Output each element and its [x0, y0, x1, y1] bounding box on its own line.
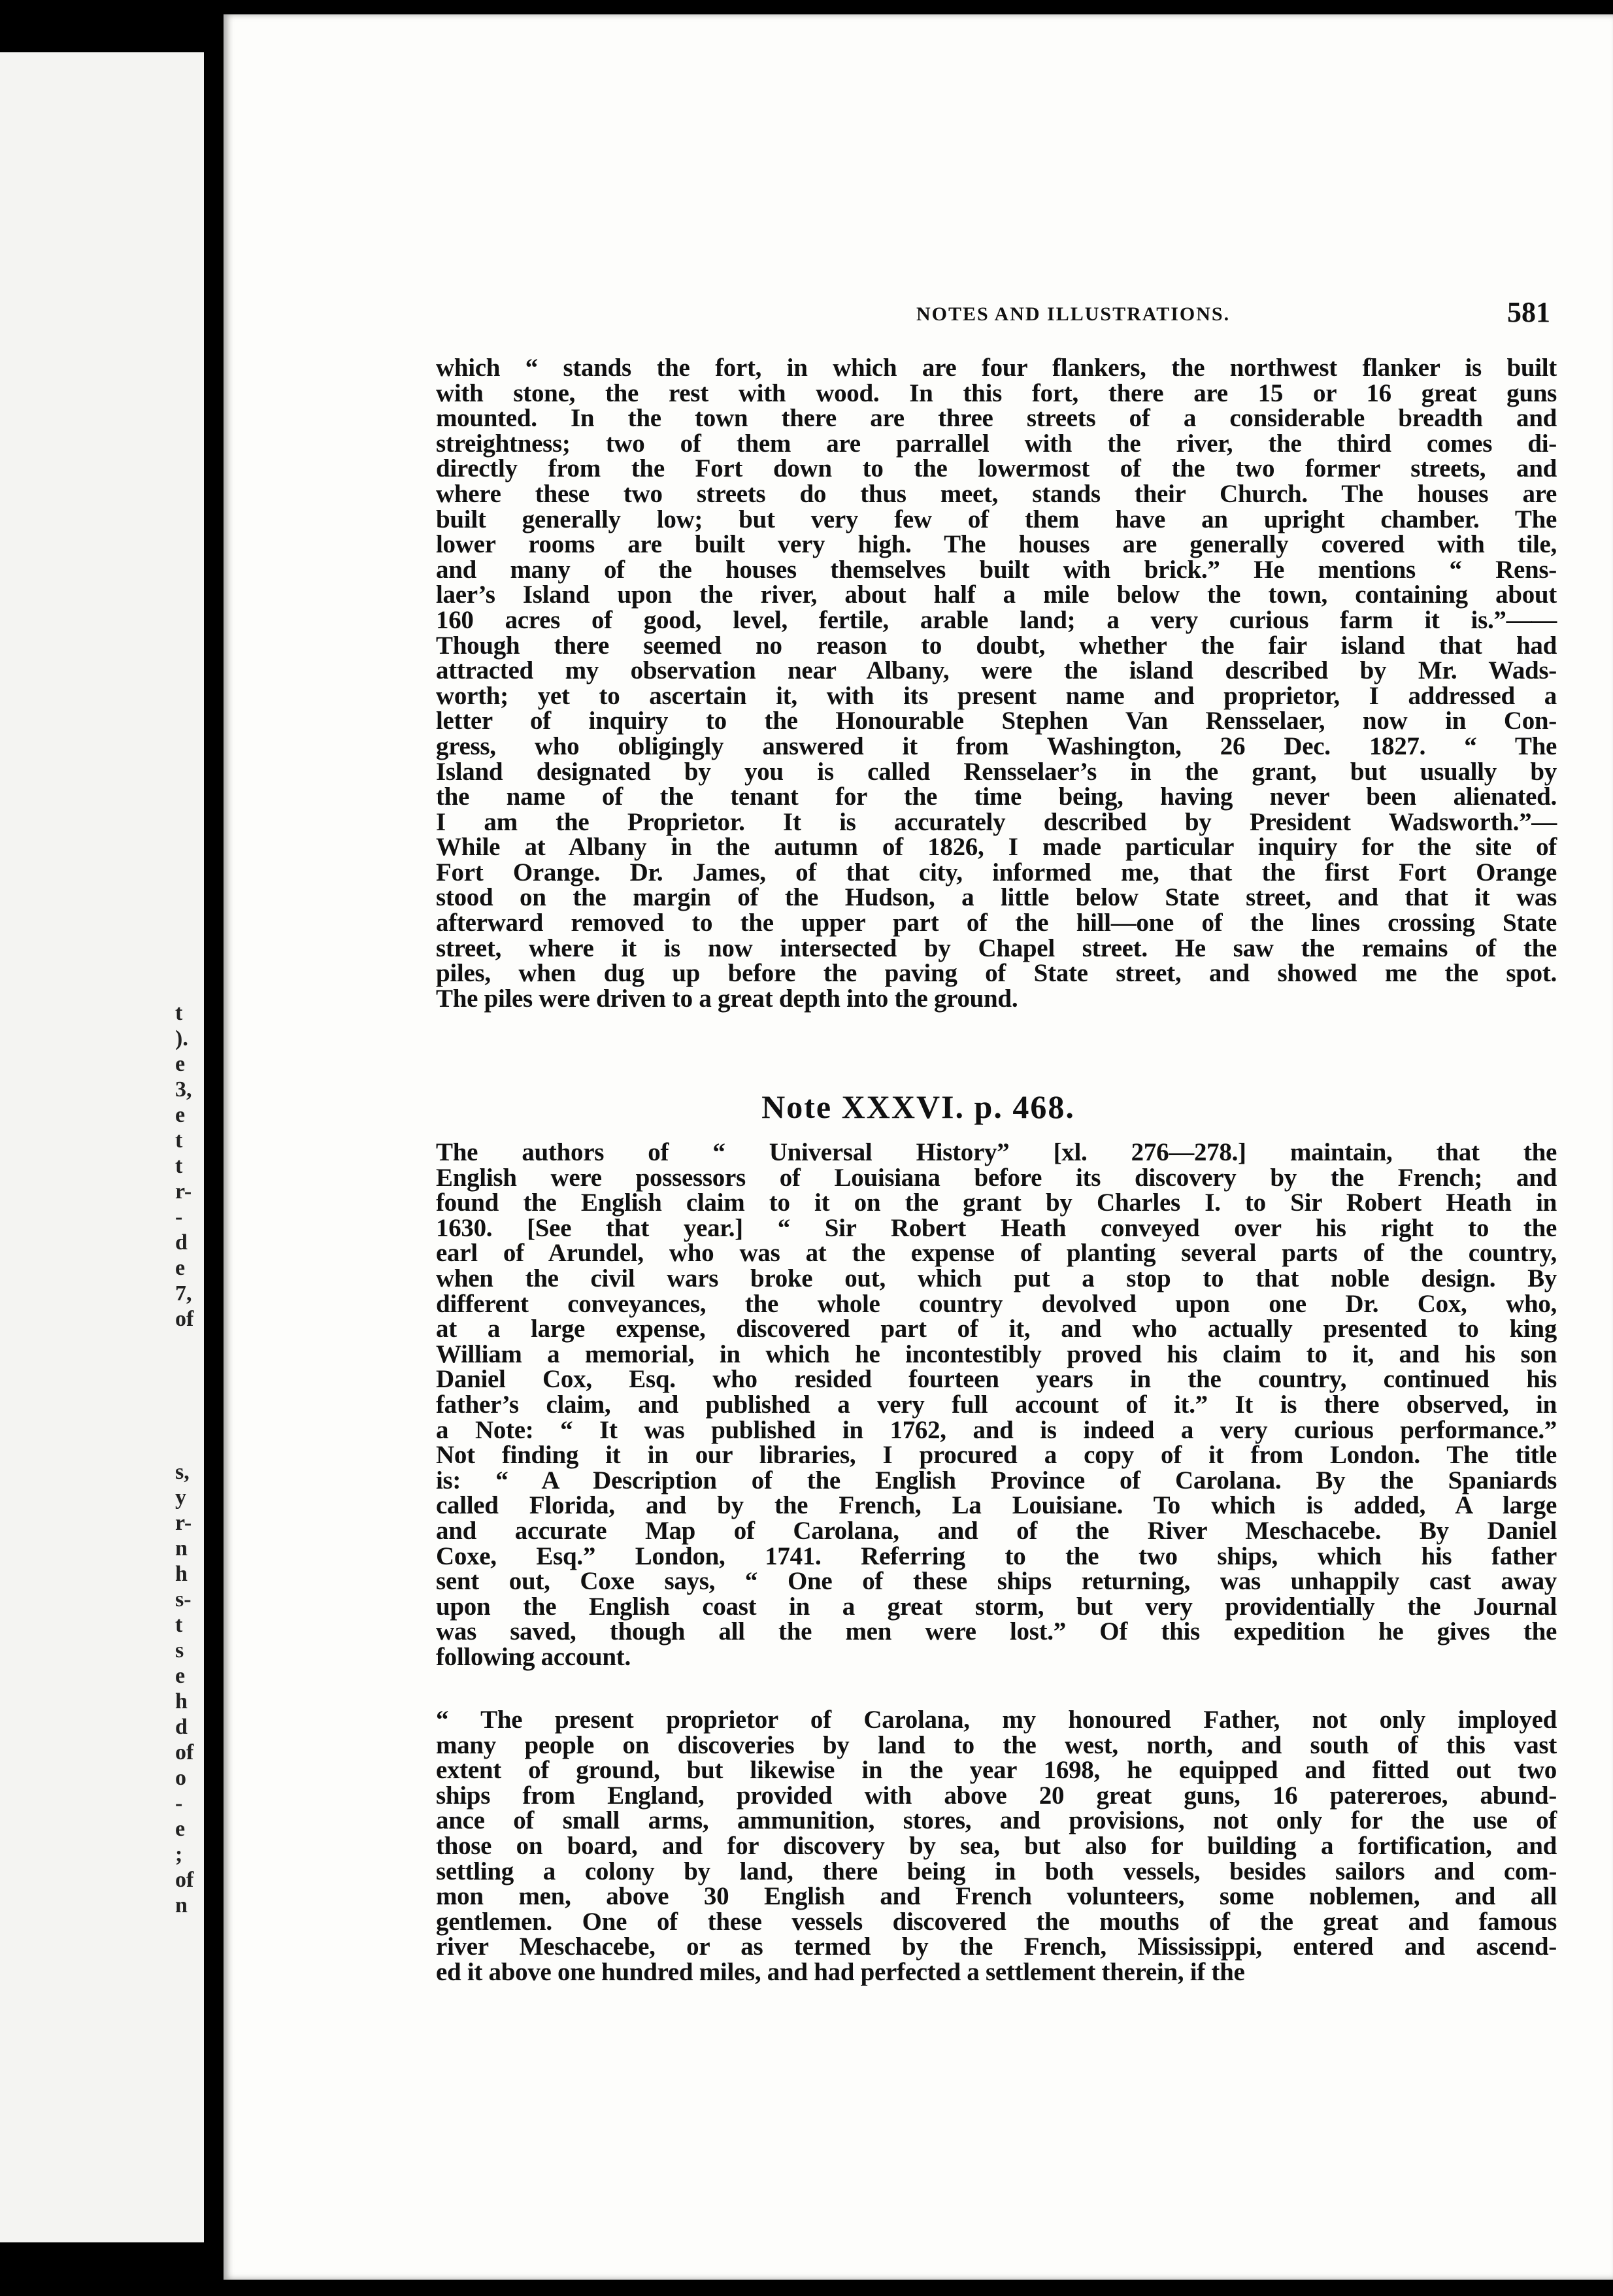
left-edge-fragment: s [175, 1638, 184, 1663]
text-line: was saved, though all the men were lost.” Of this expedition he gives the [436, 1617, 1557, 1646]
page-header [694, 295, 1550, 335]
text-line: mon men, above 30 English and French volunteers, some noblemen, and all [436, 1882, 1557, 1911]
left-edge-fragment: d [175, 1715, 188, 1739]
text-line: English were possessors of Louisiana before its discovery by the French; and [436, 1163, 1557, 1192]
text-line: “ The present proprietor of Carolana, my honoured Father, not only imployed [436, 1706, 1557, 1734]
text-line: different conveyances, the whole country devolved upon one Dr. Cox, who, [436, 1289, 1557, 1318]
text-line: attracted my observation near Albany, were the island described by Mr. Wads- [436, 656, 1557, 685]
text-line: While at Albany in the autumn of 1826, I made particular inquiry for the site of [436, 833, 1557, 862]
text-line: called Florida, and by the French, La Louisiane. To which is added, A large [436, 1491, 1557, 1520]
left-edge-fragment: n [175, 1536, 188, 1561]
paragraph [436, 1140, 1557, 1670]
text-line: Daniel Cox, Esq. who resided fourteen years in the country, continued his [436, 1365, 1557, 1394]
text-line: those on board, and for discovery by sea, but also for building a fortification, and [436, 1831, 1557, 1860]
text-line: found the English claim to it on the grant by Charles I. to Sir Robert Heath in [436, 1189, 1557, 1217]
text-line: when the civil wars broke out, which put a stop to that noble design. By [436, 1264, 1557, 1292]
text-line: streightness; two of them are parrallel with the river, the third comes di- [436, 429, 1557, 458]
text-line: following account. [436, 1642, 631, 1671]
text-line: Fort Orange. Dr. James, of that city, informed me, that the first Fort Orange [436, 858, 1557, 886]
text-line: mounted. In the town there are three streets of a considerable breadth and [436, 404, 1557, 433]
text-line: Not finding it in our libraries, I procured a copy of it from London. The title [436, 1441, 1557, 1470]
text-line: which “ stands the fort, in which are four flankers, the northwest flanker is built [436, 354, 1557, 382]
text-line: ed it above one hundred miles, and had perfected a settlement therein, if the [436, 1957, 1245, 1986]
right-page [224, 14, 1613, 2280]
left-edge-fragment: t [175, 1613, 183, 1637]
left-edge-fragment: e [175, 1052, 186, 1076]
left-edge-fragment: 3, [175, 1077, 192, 1102]
left-edge-fragment: of [175, 1307, 194, 1331]
left-edge-fragment: r- [175, 1511, 192, 1535]
paragraph [436, 356, 1557, 1011]
left-edge-fragment: e [175, 1103, 186, 1127]
text-line: river Meschacebe, or as termed by the French, Mississippi, entered and ascend- [436, 1933, 1557, 1961]
text-line: lower rooms are built very high. The houses are generally covered with tile, [436, 530, 1557, 559]
left-edge-fragment: n [175, 1893, 188, 1917]
text-line: letter of inquiry to the Honourable Stephen Van Rensselaer, now in Con- [436, 707, 1557, 735]
text-line: father’s claim, and published a very full account of it.” It is there observed, in [436, 1390, 1557, 1419]
text-line: afterward removed to the upper part of the hill—one of the lines crossing State [436, 909, 1557, 937]
left-edge-fragment: - [175, 1791, 183, 1815]
paragraph [436, 1708, 1557, 1985]
left-edge-fragment [175, 1383, 201, 1408]
left-page-fragment [0, 52, 204, 2242]
quoted-account-text [436, 1708, 1557, 1985]
text-line: with stone, the rest with wood. In this fort, there are 15 or 16 great guns [436, 379, 1557, 407]
left-edge-fragment: ; [175, 1842, 183, 1866]
text-line: The piles were driven to a great depth into the ground. [436, 984, 1018, 1013]
running-head: NOTES AND ILLUSTRATIONS. [916, 303, 1231, 325]
left-edge-fragment: s- [175, 1587, 191, 1612]
left-edge-fragment [175, 1434, 201, 1459]
left-edge-fragment: h [175, 1562, 188, 1586]
left-edge-fragment: o [175, 1766, 186, 1790]
text-line: many people on discoveries by land to the west, north, and south of this vast [436, 1730, 1557, 1759]
note-heading: Note XXXVI. p. 468. [761, 1089, 1075, 1125]
page-number: 581 [1507, 296, 1550, 328]
text-line: is: “ A Description of the English Province of Carolana. By the Spaniards [436, 1466, 1557, 1494]
text-line: ships from England, provided with above 20 great guns, 16 patereroes, abund- [436, 1781, 1557, 1810]
text-line: extent of ground, but likewise in the year 1698, he equipped and fitted out two [436, 1756, 1557, 1785]
left-edge-fragment: of [175, 1868, 194, 1892]
text-line: earl of Arundel, who was at the expense of planting several parts of the country, [436, 1239, 1557, 1268]
left-edge-fragment: s, [175, 1460, 190, 1484]
left-edge-fragment: e [175, 1256, 186, 1280]
text-line: directly from the Fort down to the lowermost of the two former streets, and [436, 454, 1557, 483]
text-line: street, where it is now intersected by Chapel street. He saw the remains of the [436, 934, 1557, 962]
left-edge-fragment: y [175, 1485, 186, 1510]
text-line: laer’s Island upon the river, about half a mile below the town, containing about [436, 581, 1557, 609]
text-line: William a memorial, in which he incontestibly proved his claim to it, and his son [436, 1340, 1557, 1368]
book-gutter [204, 0, 224, 2296]
left-edge-fragment: t [175, 1154, 183, 1178]
text-line: gentlemen. One of these vessels discovered the mouths of the great and famous [436, 1907, 1557, 1936]
text-line: built generally low; but very few of them have an upright chamber. The [436, 505, 1557, 533]
left-page-edge-text [175, 1000, 201, 1918]
text-line: Coxe, Esq.” London, 1741. Referring to the two ships, which his father [436, 1542, 1557, 1570]
text-line: and accurate Map of Carolana, and of the River Meschacebe. By Daniel [436, 1516, 1557, 1545]
text-line: 160 acres of good, level, fertile, arable land; a very curious farm it is.”—— [436, 605, 1557, 634]
text-line: piles, when dug up before the paving of State street, and showed me the spot. [436, 959, 1557, 988]
left-edge-fragment: e [175, 1664, 186, 1688]
text-line: where these two streets do thus meet, stands their Church. The houses are [436, 479, 1557, 508]
left-edge-fragment [175, 1332, 201, 1357]
left-edge-fragment: t [175, 1128, 183, 1153]
text-line: the name of the tenant for the time being, having never been alienated. [436, 783, 1557, 811]
left-edge-fragment: d [175, 1230, 188, 1255]
left-edge-fragment: r- [175, 1179, 192, 1204]
text-line: a Note: “ It was published in 1762, and is indeed a very curious performance.” [436, 1415, 1557, 1444]
left-edge-fragment: of [175, 1740, 194, 1764]
text-line: and many of the houses themselves built with brick.” He mentions “ Rens- [436, 555, 1557, 584]
left-edge-fragment [175, 1357, 201, 1383]
text-line: Though there seemed no reason to doubt, whether the fair island that had [436, 631, 1557, 660]
left-edge-fragment: h [175, 1689, 188, 1714]
text-line: Island designated by you is called Rensselaer’s in the grant, but usually by [436, 757, 1557, 786]
left-edge-fragment: e [175, 1817, 186, 1841]
text-line: sent out, Coxe says, “ One of these ships returning, was unhappily cast away [436, 1567, 1557, 1596]
text-line: at a large expense, discovered part of it, and who actually presented to king [436, 1315, 1557, 1343]
text-line: The authors of “ Universal History” [xl. 276—278.] maintain, that the [436, 1138, 1557, 1166]
text-line: stood on the margin of the Hudson, a little below State street, and that it was [436, 883, 1557, 912]
continued-note-text [436, 356, 1557, 1011]
left-edge-fragment: ). [175, 1026, 188, 1051]
left-edge-fragment: t [175, 1001, 183, 1025]
text-line: gress, who obligingly answered it from Washington, 26 Dec. 1827. “ The [436, 732, 1557, 760]
left-edge-fragment [175, 1408, 201, 1434]
note-body-text [436, 1140, 1557, 1670]
text-line: worth; yet to ascertain it, with its present name and proprietor, I addressed a [436, 681, 1557, 710]
text-line: upon the English coast in a great storm, but very providentially the Journal [436, 1592, 1557, 1621]
text-line: 1630. [See that year.] “ Sir Robert Heath conveyed over his right to the [436, 1213, 1557, 1242]
left-edge-fragment: - [175, 1205, 183, 1229]
text-line: ance of small arms, ammunition, stores, and provisions, not only for the use of [436, 1806, 1557, 1835]
text-line: settling a colony by land, there being in both vessels, besides sailors and com- [436, 1857, 1557, 1885]
left-edge-fragment: 7, [175, 1281, 192, 1306]
text-line: I am the Proprietor. It is accurately described by President Wadsworth.”— [436, 807, 1557, 836]
